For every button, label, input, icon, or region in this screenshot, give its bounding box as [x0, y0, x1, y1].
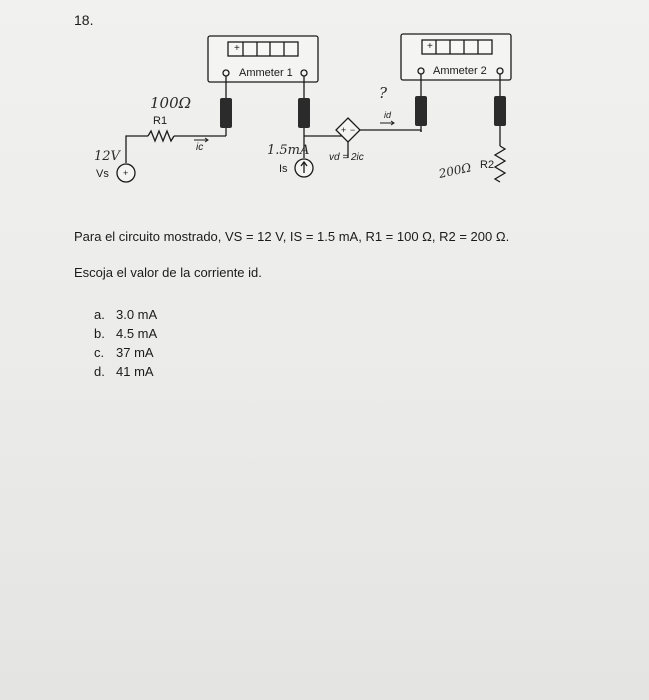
id-label: id	[384, 110, 392, 120]
dependent-plus: +	[341, 125, 347, 135]
option-b[interactable]	[94, 324, 157, 343]
vs-polarity: +	[123, 168, 129, 178]
handwritten-r2-value: 200Ω	[437, 160, 473, 181]
option-c[interactable]	[94, 343, 157, 362]
dependent-minus: −	[350, 125, 356, 135]
option-letter: d.	[94, 364, 105, 379]
r2-label: R2	[480, 159, 495, 171]
problem-statement: Para el circuito mostrado, VS = 12 V, IS = 1.5 mA, R1 = 100 Ω, R2 = 200 Ω.	[74, 229, 510, 244]
answer-options	[94, 305, 157, 381]
option-letter: c.	[94, 345, 105, 360]
ammeter-2-label: Ammeter 2	[433, 65, 487, 77]
handwritten-vs-value: 12V	[94, 149, 120, 164]
option-letter: a.	[94, 307, 105, 322]
r1-label: R1	[153, 115, 168, 127]
question-text: Escoja el valor de la corriente id.	[74, 265, 262, 280]
vs-label: Vs	[96, 168, 109, 180]
ammeter-1-plus: +	[234, 43, 240, 54]
option-a[interactable]	[94, 305, 157, 324]
circuit-diagram	[78, 28, 598, 203]
option-letter: b.	[94, 326, 105, 341]
dependent-source-label: vd = 2ic	[329, 152, 364, 163]
handwritten-is-value: 1.5mA	[267, 143, 310, 158]
question-number: 18.	[74, 12, 94, 28]
option-text: 3.0 mA	[116, 307, 158, 322]
option-text: 4.5 mA	[116, 326, 158, 341]
ammeter-2-plus: +	[427, 41, 433, 52]
ic-label: ic	[196, 142, 204, 153]
handwritten-r1-value: 100Ω	[150, 94, 192, 112]
ammeter-1-label: Ammeter 1	[239, 67, 293, 79]
option-d[interactable]	[94, 362, 157, 381]
is-label: Is	[279, 163, 288, 175]
option-text: 37 mA	[116, 345, 154, 360]
option-text: 41 mA	[116, 364, 154, 379]
handwritten-id-question: ?	[379, 84, 388, 102]
